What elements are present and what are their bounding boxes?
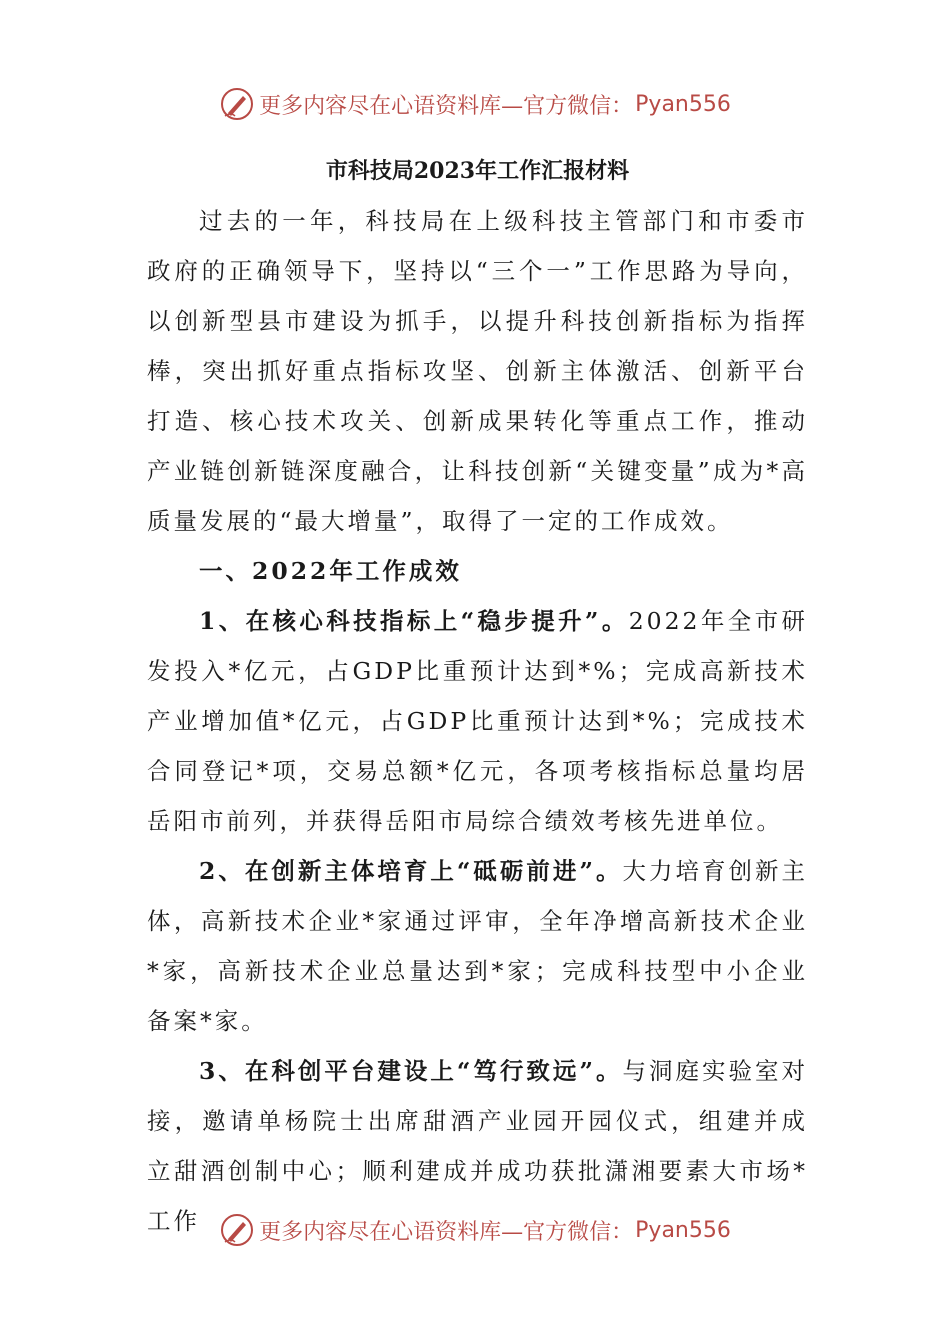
pen-logo-icon bbox=[219, 86, 255, 122]
intro-paragraph: 过去的一年，科技局在上级科技主管部门和市委市政府的正确领导下，坚持以“三个一”工作思路为导向，以创新型县市建设为抓手，以提升科技创新指标为指挥棒，突出抓好重点指标攻坚、创新主体激活、创新平台打造、核心技术攻关、创新成果转化等重点工作，推动产业链创新链深度融合，让科技创新“关键变量”成为*高质量发展的“最大增量”，取得了一定的工作成效。 bbox=[147, 207, 808, 535]
document-body bbox=[147, 146, 808, 1246]
item-lead: 3、在科创平台建设上“笃行致远”。 bbox=[199, 1057, 623, 1085]
item-body: 2022年全市研发投入*亿元，占GDP比重预计达到*%；完成高新技术产业增加值*亿元，占GDP比重预计达到*%；完成技术合同登记*项，交易总额*亿元，各项考核指标总量均居岳阳市前列，并获得岳阳市局综合绩效考核先进单位。 bbox=[147, 607, 808, 835]
item-lead: 2、在创新主体培育上“砥砺前进”。 bbox=[199, 857, 623, 885]
item-body: 大力培育创新主体，高新技术企业*家通过评审，全年净增高新技术企业*家，高新技术企业总量达到*家；完成科技型中小企业备案*家。 bbox=[147, 857, 808, 1035]
header-banner bbox=[0, 84, 950, 124]
section-heading: 一、2022年工作成效 bbox=[199, 557, 462, 585]
wechat-id: Pyan556 bbox=[635, 91, 731, 117]
banner-text: 更多内容尽在心语资料库—官方微信： bbox=[259, 1219, 634, 1245]
banner-text: 更多内容尽在心语资料库—官方微信： bbox=[259, 93, 634, 119]
footer-banner bbox=[0, 1210, 950, 1250]
item-paragraph-2 bbox=[147, 846, 808, 1046]
document-title: 市科技局2023年工作汇报材料 bbox=[325, 158, 630, 184]
item-body: 与洞庭实验室对接，邀请单杨院士出席甜酒产业园开园仪式，组建并成立甜酒创制中心；顺利建成并成功获批潇湘要素大市场*工作 bbox=[147, 1057, 808, 1235]
item-paragraph-1 bbox=[147, 596, 808, 846]
pen-logo-icon bbox=[219, 1212, 255, 1248]
item-lead: 1、在核心科技指标上“稳步提升”。 bbox=[199, 607, 629, 635]
wechat-id: Pyan556 bbox=[635, 1217, 731, 1243]
